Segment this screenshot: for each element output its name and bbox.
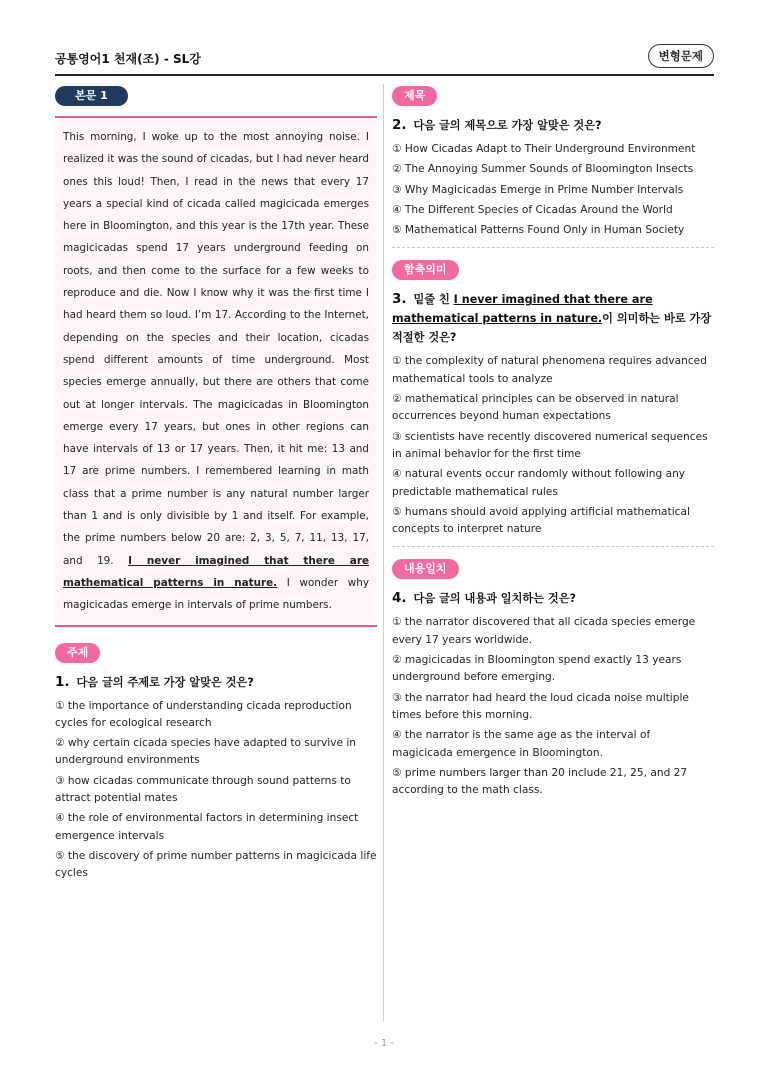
q3-option-2[interactable]: ② mathematical principles can be observed in natural occurrences beyond human expectations (392, 393, 679, 423)
q1-option-4[interactable]: ④ the role of environmental factors in determining insect emergence intervals (55, 812, 359, 842)
q1-option-2[interactable]: ② why certain cicada species have adapted to survive in underground environments (55, 737, 357, 767)
q3-heading (392, 290, 714, 347)
q3-option-1[interactable]: ① the complexity of natural phenomena requires advanced mathematical tools to analyze (392, 355, 707, 385)
q4-tag: 내용일치 (392, 559, 459, 579)
passage-underlined-sentence: I never imagined that there are mathematical patterns in nature. (63, 554, 369, 589)
passage-text-end: I wonder why magicicadas emerge in intervals of prime numbers. (63, 576, 369, 612)
q1-options (55, 698, 377, 883)
q3-tag: 함축의미 (392, 260, 459, 280)
passage-box (55, 116, 377, 627)
q2-option-1[interactable]: ① How Cicadas Adapt to Their Underground Environment (392, 143, 696, 155)
q2-separator (392, 247, 714, 248)
q2-options (392, 141, 714, 239)
q1-tag: 주제 (55, 643, 100, 663)
q2-option-5[interactable]: ⑤ Mathematical Patterns Found Only in Human Society (392, 224, 685, 237)
q3-question-post: 이 의미하는 바로 가장 적절한 것은? (392, 312, 712, 345)
q2-option-4[interactable]: ④ The Different Species of Cicadas Around the World (392, 203, 673, 216)
q2-tag: 제목 (392, 86, 437, 106)
passage-text: This morning, I woke up to the most annoying noise. I realized it was the sound of cicadas, but I had never heard ones this loud! Then, I read in the news that every 17 years a special kind of cicada called magicicada emerges here in Bloomington, and this year is the 17th year. These magicicadas spend 17 years underground feeding on roots, and then come to the surface for a few weeks to reproduce and die. Now I know why it was the first time I had heard them so loud. I’m 17. According to the Internet, depending on the species and their location, cicadas spend different amounts of time underground. Most species emerge annually, but there are others that come out at longer intervals. The magicicadas in Bloomington emerge every 17 years, but ones in other regions can have intervals of 13 or 17 years. Then, it hit me: 13 and 17 are prime numbers. I remembered learning in math class that a prime number is any natural number larger than 1 and is only divisible by 1 and itself. For example, the prime numbers below 20 are: 2, 3, 5, 7, 11, 13, 17, and 19. (63, 131, 369, 567)
q1-option-1[interactable]: ① the importance of understanding cicada reproduction cycles for ecological research (55, 699, 352, 729)
passage-label: 본문 1 (55, 86, 128, 106)
page-title: 공통영어1 천재(조) - SL강 (55, 52, 201, 66)
q1-option-3[interactable]: ③ how cicadas communicate through sound patterns to attract potential mates (55, 774, 351, 805)
q3-question-pre: 밑줄 친 (413, 293, 450, 307)
q2-heading (392, 116, 714, 135)
left-column (55, 84, 377, 886)
q1-number: 1. (55, 673, 70, 690)
q3-options (392, 353, 714, 538)
q2-question: 다음 글의 제목으로 가장 알맞은 것은? (413, 119, 602, 132)
page-header (55, 44, 714, 76)
q4-option-1[interactable]: ① the narrator discovered that all cicada species emerge every 17 years worldwide. (392, 616, 696, 646)
q4-option-2[interactable]: ② magicicadas in Bloomington spend exactly 13 years underground before emerging. (392, 654, 682, 684)
q4-number: 4. (392, 590, 407, 607)
q1-question: 다음 글의 주제로 가장 알맞은 것은? (76, 675, 254, 689)
q1-option-5[interactable]: ⑤ the discovery of prime number patterns in magicicada life cycles (55, 849, 377, 880)
right-column (392, 84, 714, 802)
q3-option-5[interactable]: ⑤ humans should avoid applying artificial mathematical concepts to interpret nature (392, 505, 690, 536)
q4-options (392, 614, 714, 799)
page-number: - 1 - (374, 1038, 394, 1049)
q3-option-4[interactable]: ④ natural events occur randomly without following any predictable mathematical rules (392, 468, 686, 498)
q3-separator (392, 546, 714, 547)
q4-option-3[interactable]: ③ the narrator had heard the loud cicada noise multiple times before this morning. (392, 691, 689, 721)
column-divider (383, 84, 384, 1022)
q4-heading (392, 589, 714, 608)
q2-option-3[interactable]: ③ Why Magicicadas Emerge in Prime Number Intervals (392, 183, 684, 196)
q3-number: 3. (392, 291, 407, 308)
q2-option-2[interactable]: ② The Annoying Summer Sounds of Bloomington Insects (392, 163, 694, 176)
q4-option-5[interactable]: ⑤ prime numbers larger than 20 include 21, 25, and 27 according to the math class. (392, 766, 688, 797)
q4-question: 다음 글의 내용과 일치하는 것은? (413, 592, 576, 606)
q2-number: 2. (392, 117, 407, 133)
type-badge: 변형문제 (648, 44, 714, 68)
q3-question-underlined: I never imagined that there are mathematical patterns in nature. (392, 293, 653, 326)
q3-option-3[interactable]: ③ scientists have recently discovered numerical sequences in animal behavior for the first time (392, 430, 708, 460)
q1-heading (55, 673, 377, 692)
q4-option-4[interactable]: ④ the narrator is the same age as the interval of magicicada emergence in Bloomington. (392, 729, 651, 759)
